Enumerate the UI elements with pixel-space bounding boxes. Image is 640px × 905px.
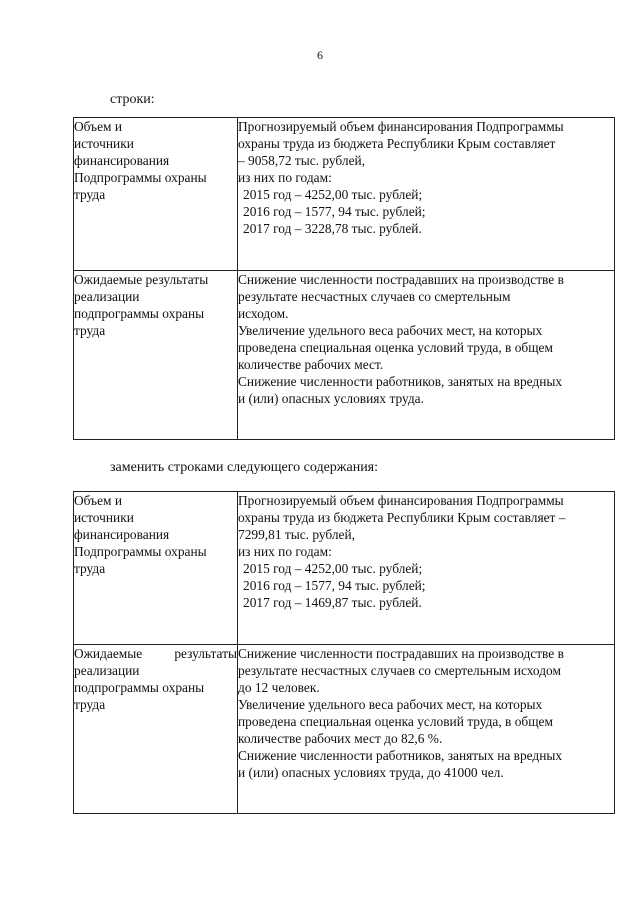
content-line: проведена специальная оценка условий труда, в общем [238,340,553,355]
year-line: 2015 год – 4252,00 тыс. рублей; [243,187,423,202]
label-line: финансирования [74,527,170,542]
content-line: Снижение численности работников, занятых на вредных [238,374,563,389]
new-financing-label [74,492,238,645]
new-passport-table [73,491,615,814]
old-financing-label [74,118,238,271]
new-results-label [74,645,238,814]
content-line: Снижение численности пострадавших на производстве в [238,646,564,661]
content-line: из них по годам: [238,544,332,559]
label-line: труда [74,323,106,338]
year-line: 2016 год – 1577, 94 тыс. рублей; [243,204,426,219]
content-line: и (или) опасных условиях труда. [238,391,424,406]
label-line: финансирования [74,153,170,168]
new-results-content [238,645,615,814]
label-line [74,645,237,662]
year-line: 2017 год – 3228,78 тыс. рублей. [243,221,422,236]
page-number: 6 [317,48,323,62]
label-line: труда [74,561,106,576]
old-results-content [238,271,615,440]
label-line: подпрограммы охраны [74,306,205,321]
label-line: Объем и [74,493,123,508]
old-financing-content [238,118,615,271]
content-line: Увеличение удельного веса рабочих мест, на которых [238,323,543,338]
label-line: труда [74,697,106,712]
year-line: 2015 год – 4252,00 тыс. рублей; [243,561,423,576]
label-line: реализации [74,289,140,304]
label-line: труда [74,187,106,202]
content-line: Прогнозируемый объем финансирования Подпрограммы [238,119,564,134]
content-line: количестве рабочих мест до 82,6 %. [238,731,443,746]
old-passport-table [73,117,615,440]
content-line: Увеличение удельного веса рабочих мест, на которых [238,697,543,712]
label-line: Подпрограммы охраны [74,544,207,559]
year-line: 2017 год – 1469,87 тыс. рублей. [243,595,422,610]
content-line: Снижение численности работников, занятых на вредных [238,748,563,763]
new-financing-row [74,492,615,645]
label-line: подпрограммы охраны [74,680,205,695]
intro-text-replace: заменить строками следующего содержания: [110,460,379,475]
content-line: 7299,81 тыс. рублей, [238,527,356,542]
label-line: источники [74,510,134,525]
label-line: источники [74,136,134,151]
content-line: Снижение численности пострадавших на производстве в [238,272,564,287]
content-line: и (или) опасных условиях труда, до 41000 чел. [238,765,504,780]
content-line: исходом. [238,306,289,321]
content-line: из них по годам: [238,170,332,185]
label-line: Подпрограммы охраны [74,170,207,185]
content-line: охраны труда из бюджета Республики Крым составляет – [238,510,566,525]
content-line: – 9058,72 тыс. рублей, [238,153,366,168]
old-financing-row [74,118,615,271]
year-line: 2016 год – 1577, 94 тыс. рублей; [243,578,426,593]
new-financing-content [238,492,615,645]
label-line: реализации [74,663,140,678]
label-line: Ожидаемые результаты [74,272,209,287]
label-word: результаты [174,646,237,661]
content-line: количестве рабочих мест. [238,357,384,372]
new-results-row [74,645,615,814]
content-line: проведена специальная оценка условий труда, в общем [238,714,553,729]
content-line: до 12 человек. [238,680,320,695]
label-line: Объем и [74,119,123,134]
old-results-label [74,271,238,440]
content-line: результате несчастных случаев со смертельным исходом [238,663,561,678]
label-word: Ожидаемые [74,646,143,661]
content-line: результате несчастных случаев со смертельным [238,289,511,304]
old-results-row [74,271,615,440]
intro-text-strings: строки: [110,92,155,107]
content-line: охраны труда из бюджета Республики Крым составляет [238,136,556,151]
content-line: Прогнозируемый объем финансирования Подпрограммы [238,493,564,508]
